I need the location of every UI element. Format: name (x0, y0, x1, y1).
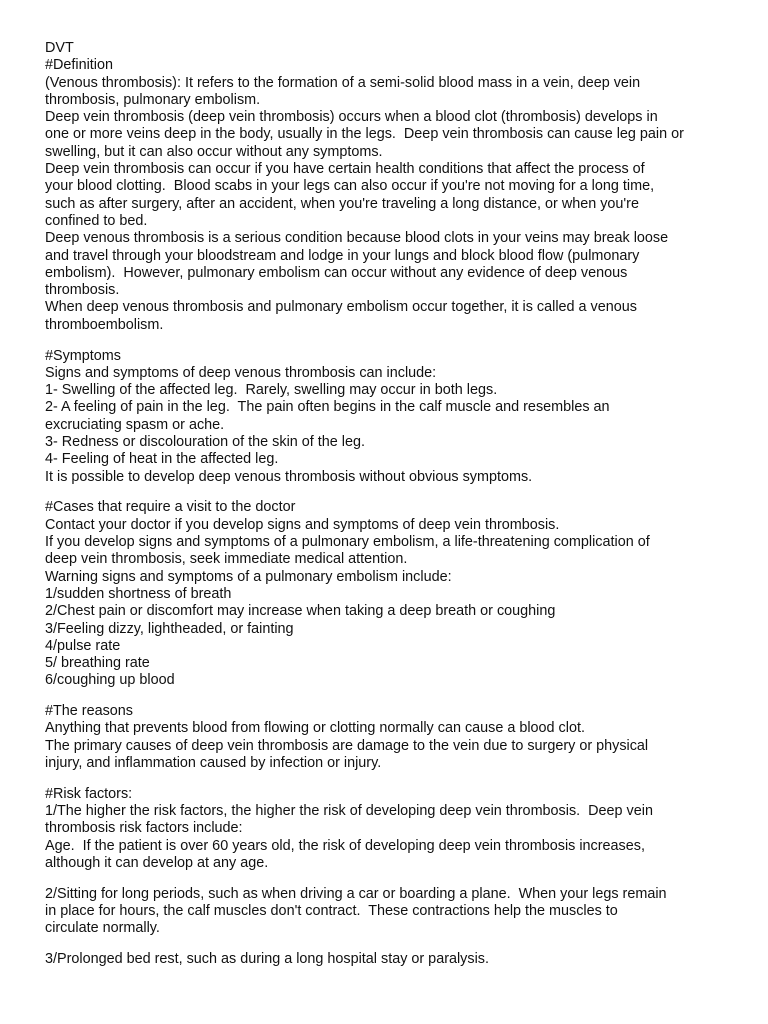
text-line: although it can develop at any age. (45, 855, 269, 872)
text-line: thrombosis risk factors include: (45, 820, 243, 837)
text-line: Deep venous thrombosis is a serious condition because blood clots in your veins may break loose (45, 230, 669, 247)
text-line: 3- Redness or discolouration of the skin of the leg. (45, 434, 365, 451)
text-line: your blood clotting. Blood scabs in your legs can also occur if you're not moving for a long time, (45, 178, 655, 195)
text-line: swelling, but it can also occur without any symptoms. (45, 143, 383, 160)
text-line: one or more veins deep in the body, usually in the legs. Deep vein thrombosis can cause leg pain or (45, 126, 684, 143)
section-bed-rest (45, 951, 735, 968)
section-doctor-visit (45, 499, 735, 689)
text-line: Deep vein thrombosis can occur if you have certain health conditions that affect the process of (45, 161, 645, 178)
section-heading: DVT (45, 40, 74, 56)
text-line: 5/ breathing rate (45, 655, 150, 672)
section-intro (45, 40, 735, 334)
text-line: Contact your doctor if you develop signs and symptoms of deep vein thrombosis. (45, 516, 560, 533)
paragraph-gap (45, 872, 735, 886)
text-line: in place for hours, the calf muscles don't contract. These contractions help the muscles to (45, 903, 618, 920)
section-symptoms (45, 348, 735, 486)
paragraph-gap (45, 772, 735, 786)
text-line: 1/The higher the risk factors, the higher the risk of developing deep vein thrombosis. Deep vein (45, 803, 653, 820)
text-line: 4- Feeling of heat in the affected leg. (45, 451, 279, 468)
text-line: circulate normally. (45, 920, 160, 937)
text-line: and travel through your bloodstream and lodge in your lungs and block blood flow (pulmonary (45, 247, 640, 264)
text-line: such as after surgery, after an accident, when you're traveling a long distance, or when you're (45, 195, 639, 212)
text-line: 2/Chest pain or discomfort may increase when taking a deep breath or coughing (45, 603, 556, 620)
text-line: If you develop signs and symptoms of a pulmonary embolism, a life-threatening complication of (45, 534, 650, 551)
text-line: 2/Sitting for long periods, such as when driving a car or boarding a plane. When your legs remain (45, 885, 667, 902)
text-line: 1/sudden shortness of breath (45, 585, 232, 602)
section-risk-factors (45, 786, 735, 872)
text-line: When deep venous thrombosis and pulmonary embolism occur together, it is called a venous (45, 299, 637, 316)
section-heading: #Risk factors: (45, 785, 133, 802)
text-line: confined to bed. (45, 212, 148, 229)
text-line: Deep vein thrombosis (deep vein thrombosis) occurs when a blood clot (thrombosis) develops in (45, 109, 658, 126)
section-heading: #Definition (45, 57, 113, 74)
paragraph-gap (45, 486, 735, 500)
text-line: 3/Prolonged bed rest, such as during a long hospital stay or paralysis. (45, 951, 489, 968)
section-heading: #Cases that require a visit to the doctor (45, 499, 296, 516)
text-line: thrombosis, pulmonary embolism. (45, 91, 261, 108)
text-line: injury, and inflammation caused by infection or injury. (45, 755, 382, 772)
text-line: 1- Swelling of the affected leg. Rarely, swelling may occur in both legs. (45, 382, 498, 399)
text-line: 6/coughing up blood (45, 672, 175, 689)
text-line: thrombosis. (45, 282, 120, 299)
text-line: Anything that prevents blood from flowing or clotting normally can cause a blood clot. (45, 720, 585, 737)
text-line: (Venous thrombosis): It refers to the formation of a semi-solid blood mass in a vein, deep vein (45, 74, 641, 91)
section-reasons (45, 703, 735, 772)
document-page (45, 40, 735, 969)
paragraph-gap (45, 938, 735, 952)
text-line: The primary causes of deep vein thrombosis are damage to the vein due to surgery or physical (45, 737, 649, 754)
text-line: 4/pulse rate (45, 637, 121, 654)
section-sitting (45, 886, 735, 938)
text-line: It is possible to develop deep venous thrombosis without obvious symptoms. (45, 468, 533, 485)
text-line: thromboembolism. (45, 316, 164, 333)
text-line: 3/Feeling dizzy, lightheaded, or fainting (45, 620, 294, 637)
section-heading: #The reasons (45, 703, 133, 720)
text-line: Signs and symptoms of deep venous thrombosis can include: (45, 364, 437, 381)
text-line: excruciating spasm or ache. (45, 416, 225, 433)
text-line: deep vein thrombosis, seek immediate medical attention. (45, 551, 408, 568)
paragraph-gap (45, 334, 735, 348)
section-heading: #Symptoms (45, 347, 121, 364)
text-line: 2- A feeling of pain in the leg. The pain often begins in the calf muscle and resembles an (45, 399, 610, 416)
text-line: embolism). However, pulmonary embolism can occur without any evidence of deep venous (45, 264, 628, 281)
text-line: Warning signs and symptoms of a pulmonary embolism include: (45, 568, 452, 585)
paragraph-gap (45, 690, 735, 704)
text-line: Age. If the patient is over 60 years old, the risk of developing deep vein thrombosis increases, (45, 837, 645, 854)
